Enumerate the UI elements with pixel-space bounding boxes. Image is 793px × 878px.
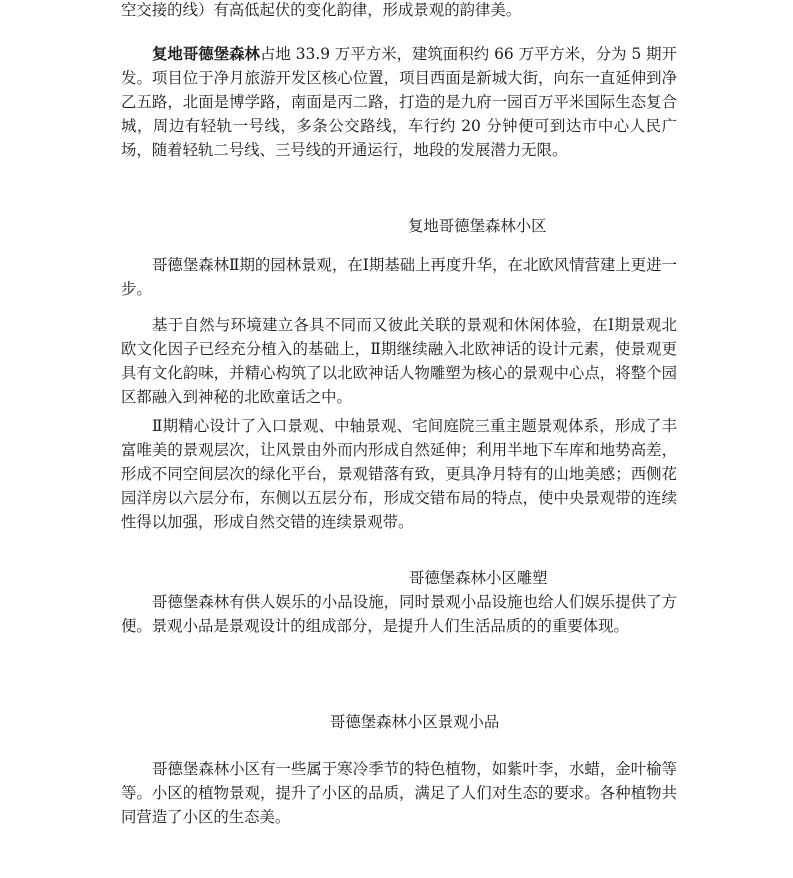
section1-caption: 复地哥德堡森林小区 — [408, 217, 547, 235]
project-name: 复地哥德堡森林 — [152, 45, 260, 63]
section1-paragraph-2: 基于自然与环境建立各具不同而又彼此关联的景观和休闲体验，在Ⅰ期景观北欧文化因子已经充分植入的基础上，Ⅱ期继续融入北欧神话的设计元素，使景观更具有文化韵味，并精心构筑了以北欧神话人物雕塑为核心的景观中心点，将整个园区都融入到神秘的北欧童话之中。 — [121, 316, 677, 406]
section3-paragraph: 哥德堡森林小区有一些属于寒冷季节的特色植物，如紫叶李，水蜡，金叶榆等等。小区的植物景观，提升了小区的品质，满足了人们对生态的要求。各种植物共同营造了小区的生态美。 — [121, 760, 677, 826]
section2-paragraph: 哥德堡森林有供人娱乐的小品设施，同时景观小品设施也给人们娱乐提供了方便。景观小品是景观设计的组成部分，是提升人们生活品质的的重要体现。 — [121, 593, 677, 635]
section1-paragraph-3: Ⅱ期精心设计了入口景观、中轴景观、宅间庭院三重主题景观体系，形成了丰富唯美的景观层次，让风景由外而内形成自然延伸；利用半地下车库和地势高差，形成不同空间层次的绿化平台，景观错落有致，更具净月特有的山地美感；西侧花园洋房以六层分布，东侧以五层分布，形成交错布局的特点，使中央景观带的连续性得以加强，形成自然交错的连续景观带。 — [121, 417, 677, 531]
section1-paragraph-1: 哥德堡森林Ⅱ期的园林景观，在Ⅰ期基础上再度升华，在北欧风情营建上更进一步。 — [121, 256, 677, 298]
project-description: 占地 33.9 万平方米，建筑面积约 66 万平方米，分为 5 期开发。项目位于净月旅游开发区核心位置，项目西面是新城大街，向东一直延伸到净乙五路，北面是博学路，南面是丙二路，打造的是九府一园百万平米国际生态复合城，周边有轻轨一号线，多条公交路线，车行约 20 分钟便可到达市中心人民广场，随着轻轨二号线、三号线的开通运行，地段的发展潜力无限。 — [121, 45, 677, 159]
section3-caption: 哥德堡森林小区景观小品 — [330, 713, 500, 731]
section2-caption: 哥德堡森林小区雕塑 — [409, 569, 548, 587]
intro-tail-paragraph: 空交接的线）有高低起伏的变化韵律，形成景观的韵律美。 — [121, 1, 522, 19]
project-paragraph — [121, 42, 677, 162]
